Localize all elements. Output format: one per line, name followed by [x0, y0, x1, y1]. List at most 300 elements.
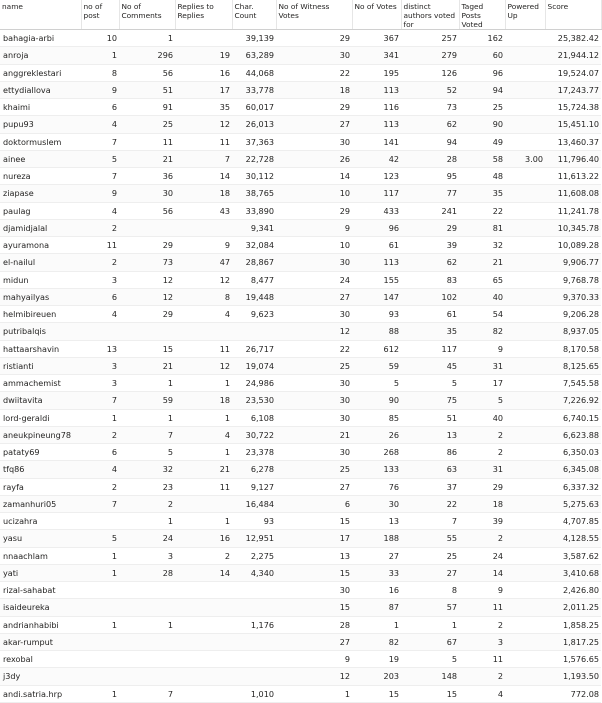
table-row[interactable]: [0, 685, 601, 702]
value-cell: 35: [459, 185, 505, 202]
value-cell: 11: [175, 478, 232, 495]
value-cell: [81, 599, 119, 616]
value-cell: 9: [276, 651, 352, 668]
value-cell: 39: [401, 237, 459, 254]
value-cell: 4: [175, 426, 232, 443]
table-row[interactable]: [0, 81, 601, 98]
table-row[interactable]: [0, 668, 601, 685]
name-cell: lord-geraldi: [0, 409, 81, 426]
value-cell: 28,867: [232, 254, 276, 271]
table-row[interactable]: [0, 185, 601, 202]
value-cell: [505, 64, 545, 81]
value-cell: 62: [401, 116, 459, 133]
value-cell: 10,089.28: [545, 237, 601, 254]
value-cell: 16: [352, 582, 401, 599]
value-cell: 26,717: [232, 340, 276, 357]
value-cell: 56: [119, 64, 175, 81]
value-cell: 12: [276, 323, 352, 340]
value-cell: 188: [352, 530, 401, 547]
value-cell: 25: [401, 547, 459, 564]
value-cell: 16: [175, 530, 232, 547]
value-cell: 51: [119, 81, 175, 98]
value-cell: 29: [276, 202, 352, 219]
name-cell: aneukpineung78: [0, 426, 81, 443]
value-cell: [505, 461, 545, 478]
value-cell: [505, 30, 545, 47]
value-cell: 60: [459, 47, 505, 64]
value-cell: 9: [81, 185, 119, 202]
value-cell: 94: [401, 133, 459, 150]
table-row[interactable]: [0, 306, 601, 323]
value-cell: [175, 323, 232, 340]
table-row[interactable]: [0, 150, 601, 167]
table-row[interactable]: [0, 30, 601, 47]
value-cell: 33,778: [232, 81, 276, 98]
value-cell: [119, 219, 175, 236]
table-row[interactable]: [0, 582, 601, 599]
value-cell: 6,350.03: [545, 444, 601, 461]
value-cell: 9,906.77: [545, 254, 601, 271]
value-cell: 113: [352, 81, 401, 98]
value-cell: 19: [175, 47, 232, 64]
value-cell: 1: [352, 616, 401, 633]
value-cell: 58: [459, 150, 505, 167]
name-cell: yasu: [0, 530, 81, 547]
value-cell: 6,345.08: [545, 461, 601, 478]
value-cell: 36: [119, 168, 175, 185]
name-cell: nureza: [0, 168, 81, 185]
value-cell: 37: [401, 478, 459, 495]
value-cell: 241: [401, 202, 459, 219]
value-cell: 195: [352, 64, 401, 81]
value-cell: 9: [459, 582, 505, 599]
column-header[interactable]: Replies to Replies: [175, 0, 232, 30]
name-cell: anggreklestari: [0, 64, 81, 81]
table-row[interactable]: [0, 375, 601, 392]
value-cell: 155: [352, 271, 401, 288]
value-cell: 15: [276, 564, 352, 581]
value-cell: 9,206.28: [545, 306, 601, 323]
value-cell: 11: [459, 651, 505, 668]
value-cell: 6: [276, 495, 352, 512]
value-cell: 26,013: [232, 116, 276, 133]
table-row[interactable]: [0, 47, 601, 64]
value-cell: 40: [459, 409, 505, 426]
value-cell: [505, 426, 545, 443]
name-cell: ziapase: [0, 185, 81, 202]
value-cell: 4: [175, 306, 232, 323]
value-cell: 1: [119, 375, 175, 392]
value-cell: [505, 288, 545, 305]
value-cell: [505, 392, 545, 409]
value-cell: 12: [175, 116, 232, 133]
value-cell: 772.08: [545, 685, 601, 702]
value-cell: 22: [459, 202, 505, 219]
table-row[interactable]: [0, 530, 601, 547]
name-cell: doktormuslem: [0, 133, 81, 150]
table-row[interactable]: [0, 513, 601, 530]
value-cell: 82: [352, 633, 401, 650]
table-row[interactable]: [0, 426, 601, 443]
value-cell: 87: [352, 599, 401, 616]
value-cell: 113: [352, 254, 401, 271]
value-cell: 2: [459, 444, 505, 461]
table-row[interactable]: [0, 547, 601, 564]
value-cell: 102: [401, 288, 459, 305]
value-cell: [81, 582, 119, 599]
value-cell: 18: [459, 495, 505, 512]
value-cell: 1: [81, 409, 119, 426]
value-cell: 30: [352, 495, 401, 512]
value-cell: 15,724.38: [545, 99, 601, 116]
value-cell: 6: [81, 288, 119, 305]
value-cell: 341: [352, 47, 401, 64]
value-cell: 9,127: [232, 478, 276, 495]
name-cell: yati: [0, 564, 81, 581]
value-cell: 24: [459, 547, 505, 564]
value-cell: [81, 513, 119, 530]
name-cell: ucizahra: [0, 513, 81, 530]
table-row[interactable]: [0, 116, 601, 133]
value-cell: 6: [81, 99, 119, 116]
value-cell: 13: [81, 340, 119, 357]
value-cell: 5: [352, 375, 401, 392]
value-cell: 6: [81, 444, 119, 461]
table-row[interactable]: [0, 237, 601, 254]
column-header[interactable]: Score: [545, 0, 601, 30]
column-header[interactable]: No of Witness Votes: [276, 0, 352, 30]
value-cell: 10: [276, 185, 352, 202]
table-row[interactable]: [0, 444, 601, 461]
value-cell: 24: [276, 271, 352, 288]
value-cell: 2: [81, 219, 119, 236]
value-cell: 86: [401, 444, 459, 461]
value-cell: 27: [276, 633, 352, 650]
value-cell: 17: [459, 375, 505, 392]
value-cell: 2: [81, 254, 119, 271]
value-cell: 30: [276, 444, 352, 461]
value-cell: 9: [276, 219, 352, 236]
value-cell: 18: [175, 185, 232, 202]
value-cell: 1: [175, 513, 232, 530]
value-cell: 1: [81, 685, 119, 702]
value-cell: 37,363: [232, 133, 276, 150]
value-cell: 49: [459, 133, 505, 150]
value-cell: 4: [459, 685, 505, 702]
column-header[interactable]: distinct authors voted for: [401, 0, 459, 30]
value-cell: 30: [276, 306, 352, 323]
value-cell: 6,278: [232, 461, 276, 478]
value-cell: 1: [175, 444, 232, 461]
value-cell: 1: [81, 547, 119, 564]
value-cell: 30: [276, 254, 352, 271]
table-row[interactable]: [0, 651, 601, 668]
value-cell: 19,524.07: [545, 64, 601, 81]
value-cell: 2: [459, 668, 505, 685]
value-cell: 7: [81, 495, 119, 512]
value-cell: 5: [401, 651, 459, 668]
value-cell: 11,796.40: [545, 150, 601, 167]
value-cell: 3: [81, 357, 119, 374]
value-cell: 39: [459, 513, 505, 530]
value-cell: 29: [119, 306, 175, 323]
table-row[interactable]: [0, 616, 601, 633]
table-row[interactable]: [0, 495, 601, 512]
value-cell: 5: [81, 150, 119, 167]
value-cell: 367: [352, 30, 401, 47]
value-cell: 59: [119, 392, 175, 409]
value-cell: [505, 375, 545, 392]
value-cell: 2: [81, 426, 119, 443]
value-cell: [119, 651, 175, 668]
table-row[interactable]: [0, 168, 601, 185]
value-cell: [119, 323, 175, 340]
value-cell: 30: [276, 133, 352, 150]
value-cell: 7,226.92: [545, 392, 601, 409]
value-cell: 27: [276, 116, 352, 133]
value-cell: 12,951: [232, 530, 276, 547]
table-row[interactable]: [0, 357, 601, 374]
value-cell: 30: [276, 409, 352, 426]
name-cell: isaideureka: [0, 599, 81, 616]
table-row[interactable]: [0, 254, 601, 271]
table-row[interactable]: [0, 633, 601, 650]
value-cell: 23: [119, 478, 175, 495]
table-row[interactable]: [0, 202, 601, 219]
value-cell: [505, 651, 545, 668]
value-cell: 13: [401, 426, 459, 443]
value-cell: 65: [459, 271, 505, 288]
column-header[interactable]: Powered Up: [505, 0, 545, 30]
value-cell: 279: [401, 47, 459, 64]
value-cell: 5: [401, 375, 459, 392]
value-cell: 1: [81, 616, 119, 633]
table-row[interactable]: [0, 64, 601, 81]
value-cell: 61: [401, 306, 459, 323]
name-cell: ristianti: [0, 357, 81, 374]
value-cell: [505, 185, 545, 202]
column-header[interactable]: No of Votes: [352, 0, 401, 30]
value-cell: [175, 633, 232, 650]
value-cell: 2,426.80: [545, 582, 601, 599]
column-header[interactable]: no of post: [81, 0, 119, 30]
value-cell: 15: [276, 513, 352, 530]
value-cell: 2: [81, 478, 119, 495]
value-cell: 63,289: [232, 47, 276, 64]
value-cell: 56: [119, 202, 175, 219]
value-cell: 28: [119, 564, 175, 581]
value-cell: 11,613.22: [545, 168, 601, 185]
value-cell: 17: [175, 81, 232, 98]
value-cell: 133: [352, 461, 401, 478]
value-cell: 95: [401, 168, 459, 185]
table-row[interactable]: [0, 599, 601, 616]
value-cell: 12: [276, 668, 352, 685]
value-cell: 1: [401, 616, 459, 633]
column-header[interactable]: No of Comments: [119, 0, 175, 30]
value-cell: [505, 219, 545, 236]
value-cell: 2,275: [232, 547, 276, 564]
value-cell: 14: [276, 168, 352, 185]
value-cell: 203: [352, 668, 401, 685]
value-cell: [119, 633, 175, 650]
value-cell: 12: [119, 271, 175, 288]
value-cell: [175, 582, 232, 599]
value-cell: [505, 306, 545, 323]
value-cell: [505, 582, 545, 599]
value-cell: 22: [401, 495, 459, 512]
name-cell: rizal-sahabat: [0, 582, 81, 599]
value-cell: 13: [276, 547, 352, 564]
value-cell: 33: [352, 564, 401, 581]
value-cell: 4,128.55: [545, 530, 601, 547]
value-cell: [505, 340, 545, 357]
value-cell: 35: [175, 99, 232, 116]
value-cell: 30,112: [232, 168, 276, 185]
table-row[interactable]: [0, 323, 601, 340]
name-cell: tfq86: [0, 461, 81, 478]
value-cell: 91: [119, 99, 175, 116]
value-cell: 23,530: [232, 392, 276, 409]
value-cell: [232, 599, 276, 616]
value-cell: 33,890: [232, 202, 276, 219]
value-cell: 15: [276, 599, 352, 616]
value-cell: 22,728: [232, 150, 276, 167]
value-cell: [175, 599, 232, 616]
table-row[interactable]: [0, 478, 601, 495]
value-cell: 117: [401, 340, 459, 357]
value-cell: [505, 685, 545, 702]
name-cell: akar-rumput: [0, 633, 81, 650]
value-cell: 11: [81, 237, 119, 254]
value-cell: [119, 582, 175, 599]
value-cell: 15: [119, 340, 175, 357]
value-cell: 94: [459, 81, 505, 98]
value-cell: 9,768.78: [545, 271, 601, 288]
value-cell: 7: [119, 426, 175, 443]
name-cell: putribalqis: [0, 323, 81, 340]
value-cell: 11: [175, 340, 232, 357]
value-cell: 11: [175, 133, 232, 150]
value-cell: 85: [352, 409, 401, 426]
value-cell: 21: [459, 254, 505, 271]
value-cell: 47: [175, 254, 232, 271]
table-row[interactable]: [0, 288, 601, 305]
table-row[interactable]: [0, 461, 601, 478]
table-row[interactable]: [0, 219, 601, 236]
value-cell: [505, 564, 545, 581]
value-cell: [175, 495, 232, 512]
value-cell: [505, 513, 545, 530]
value-cell: [119, 599, 175, 616]
value-cell: [505, 530, 545, 547]
name-cell: anroja: [0, 47, 81, 64]
name-cell: andi.satria.hrp: [0, 685, 81, 702]
value-cell: 21: [119, 150, 175, 167]
value-cell: 9,623: [232, 306, 276, 323]
value-cell: 7: [81, 168, 119, 185]
table-row[interactable]: [0, 340, 601, 357]
value-cell: 3: [119, 547, 175, 564]
value-cell: 612: [352, 340, 401, 357]
name-cell: pataty69: [0, 444, 81, 461]
value-cell: 93: [352, 306, 401, 323]
value-cell: 88: [352, 323, 401, 340]
value-cell: [505, 116, 545, 133]
value-cell: [232, 323, 276, 340]
value-cell: 42: [352, 150, 401, 167]
value-cell: 8: [175, 288, 232, 305]
value-cell: 2: [459, 616, 505, 633]
value-cell: [232, 651, 276, 668]
value-cell: [505, 547, 545, 564]
value-cell: [81, 651, 119, 668]
value-cell: [505, 47, 545, 64]
value-cell: 1: [81, 564, 119, 581]
value-cell: 3: [81, 271, 119, 288]
value-cell: 32: [119, 461, 175, 478]
column-header[interactable]: Char. Count: [232, 0, 276, 30]
value-cell: [505, 271, 545, 288]
value-cell: 4: [81, 461, 119, 478]
value-cell: 16,484: [232, 495, 276, 512]
value-cell: 27: [276, 288, 352, 305]
value-cell: 48: [459, 168, 505, 185]
value-cell: 5: [81, 530, 119, 547]
value-cell: 1: [276, 685, 352, 702]
value-cell: 51: [401, 409, 459, 426]
value-cell: 4: [81, 116, 119, 133]
value-cell: 10: [276, 237, 352, 254]
value-cell: 147: [352, 288, 401, 305]
value-cell: 22: [276, 64, 352, 81]
value-cell: 1: [81, 47, 119, 64]
name-cell: paulag: [0, 202, 81, 219]
value-cell: [81, 633, 119, 650]
column-header[interactable]: Taged Posts Voted: [459, 0, 505, 30]
name-cell: ayuramona: [0, 237, 81, 254]
value-cell: 13: [352, 513, 401, 530]
value-cell: 5: [119, 444, 175, 461]
value-cell: 54: [459, 306, 505, 323]
value-cell: 29: [401, 219, 459, 236]
value-cell: [505, 254, 545, 271]
value-cell: 30,722: [232, 426, 276, 443]
value-cell: [175, 219, 232, 236]
value-cell: 19,448: [232, 288, 276, 305]
value-cell: [232, 633, 276, 650]
value-cell: 35: [401, 323, 459, 340]
column-header[interactable]: name: [0, 0, 81, 30]
value-cell: 6,108: [232, 409, 276, 426]
table-row[interactable]: [0, 99, 601, 116]
value-cell: 29: [119, 237, 175, 254]
value-cell: [505, 444, 545, 461]
table-row[interactable]: [0, 271, 601, 288]
value-cell: 26: [352, 426, 401, 443]
table-row[interactable]: [0, 133, 601, 150]
value-cell: [175, 651, 232, 668]
value-cell: 3: [81, 375, 119, 392]
value-cell: 10: [81, 30, 119, 47]
table-row[interactable]: [0, 392, 601, 409]
value-cell: 73: [401, 99, 459, 116]
table-row[interactable]: [0, 564, 601, 581]
value-cell: 141: [352, 133, 401, 150]
header-row: [0, 0, 601, 30]
table-row[interactable]: [0, 409, 601, 426]
value-cell: 17: [276, 530, 352, 547]
